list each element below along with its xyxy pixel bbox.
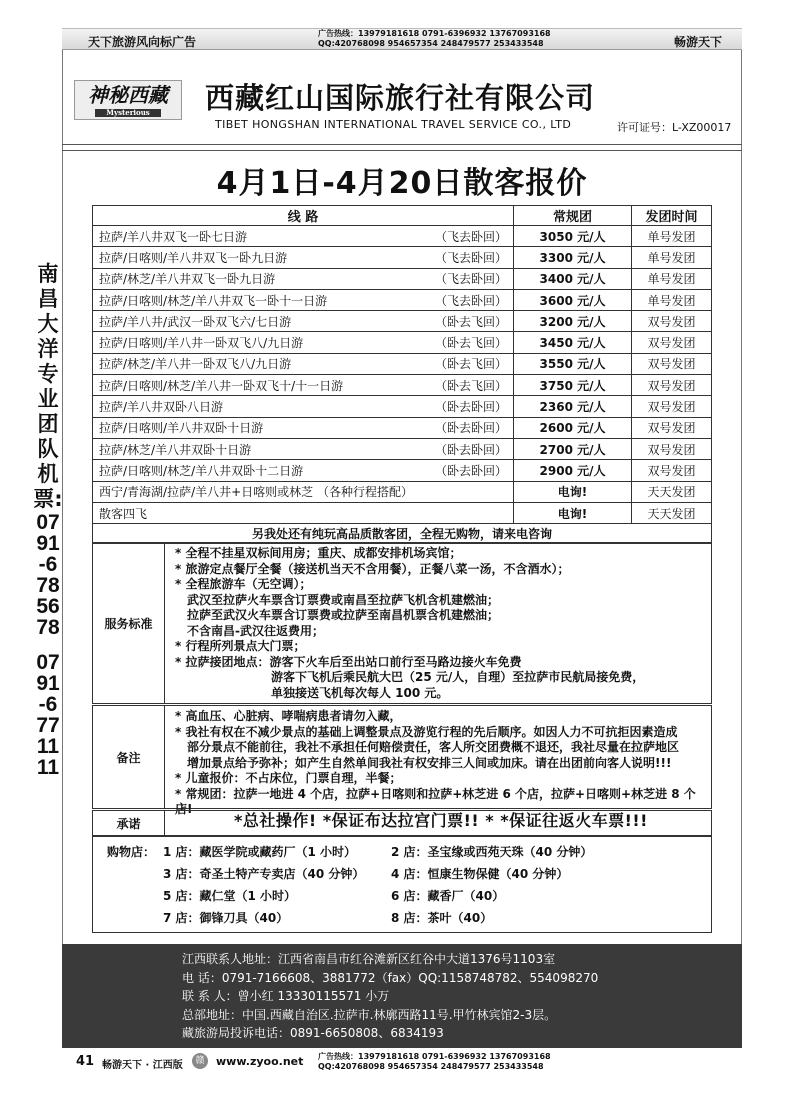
top-banner bbox=[62, 28, 742, 50]
remark-line: * 常规团：拉萨一地进 4 个店，拉萨+日喀则和拉萨+林芝进 6 个店，拉萨+日喀则+林芝进 8 个店! bbox=[175, 786, 696, 816]
bottom-hotline-line2: QQ:420768098 954657354 248479577 253433548 bbox=[318, 1062, 544, 1071]
promise-text: *总社操作! *保证布达拉宫门票!! * *保证往返火车票!!! bbox=[234, 811, 648, 830]
route-cell bbox=[93, 502, 514, 523]
price-cell: 3200 元/人 bbox=[514, 311, 632, 332]
service-line: 单独接送飞机每次每人 100 元。 bbox=[271, 685, 449, 700]
bottom-hotline bbox=[318, 1052, 551, 1072]
service-line: * 行程所列景点大门票； bbox=[175, 639, 306, 653]
table-row bbox=[93, 353, 712, 374]
shop-item: 5 店：藏仁堂（1 小时） bbox=[163, 889, 297, 903]
route-name: 拉萨/羊八井双飞一卧七日游 bbox=[99, 229, 248, 244]
company-header bbox=[72, 68, 740, 144]
table-row bbox=[93, 396, 712, 417]
shop-item: 8 店：茶叶（40） bbox=[391, 911, 493, 925]
price-cell: 3050 元/人 bbox=[514, 226, 632, 247]
route-mode: （飞去卧回） bbox=[434, 293, 507, 308]
table-header-row bbox=[93, 206, 712, 226]
route-name: 西宁/青海湖/拉萨/羊八井+日喀则或林芝 （各种行程搭配） bbox=[99, 485, 414, 500]
table-row bbox=[93, 502, 712, 523]
route-mode: （卧去飞回） bbox=[434, 336, 507, 351]
bottom-hotline-line1: 广告热线：13979181618 0791-6396932 13767093168 bbox=[318, 1052, 551, 1061]
route-name: 拉萨/日喀则/羊八井一卧双飞八/九日游 bbox=[99, 336, 304, 351]
magazine-brand: 畅游天下 · 江西版 bbox=[102, 1060, 183, 1071]
shops-label: 购物店： bbox=[107, 845, 156, 859]
divider bbox=[62, 144, 742, 145]
service-line: * 全程不挂星双标间用房；重庆、成都安排机场宾馆； bbox=[175, 546, 462, 560]
column-header: 常规团 bbox=[514, 206, 632, 226]
table-row bbox=[93, 417, 712, 438]
company-name: 西藏红山国际旅行社有限公司 bbox=[205, 81, 596, 115]
price-cell: 2900 元/人 bbox=[514, 460, 632, 481]
price-cell: 电询! bbox=[514, 502, 632, 523]
table-row bbox=[93, 375, 712, 396]
route-name: 散客四飞 bbox=[99, 506, 148, 521]
remark-line: 增加景点给予弥补；如产生自然单间我社有权安排三人间或加床。请在出团前向客人说明!!! bbox=[187, 755, 672, 770]
divider bbox=[62, 150, 742, 151]
route-cell bbox=[93, 247, 514, 268]
table-row bbox=[93, 460, 712, 481]
column-header: 发团时间 bbox=[632, 206, 712, 226]
depart-cell: 双号发团 bbox=[632, 460, 712, 481]
region-badge: 赣 bbox=[192, 1053, 208, 1069]
table-row bbox=[93, 226, 712, 247]
remark-line: 部分景点不能前往，我社不承担任何赔偿责任，客人所交团费概不退还，我社尽量在拉萨地区 bbox=[187, 740, 680, 754]
service-line: 不含南昌-武汉往返费用； bbox=[187, 623, 324, 638]
promise-section bbox=[92, 810, 712, 836]
company-name-en: TIBET HONGSHAN INTERNATIONAL TRAVEL SERVICE CO., LTD bbox=[215, 118, 572, 131]
contact-line: 联 系 人：曾小红 13330115571 小万 bbox=[182, 989, 390, 1003]
route-cell bbox=[93, 481, 514, 502]
service-line: 游客下飞机后乘民航大巴（25 元/人，自理）至拉萨市民航局接免费， bbox=[271, 670, 645, 684]
price-table bbox=[92, 205, 712, 544]
price-cell: 3450 元/人 bbox=[514, 332, 632, 353]
route-cell bbox=[93, 226, 514, 247]
table-row bbox=[93, 247, 712, 268]
route-cell bbox=[93, 353, 514, 374]
depart-cell: 天天发团 bbox=[632, 481, 712, 502]
top-banner-left: 天下旅游风向标广告 bbox=[88, 35, 197, 49]
top-hotline-line1: 广告热线：13979181618 0791-6396932 13767093168 bbox=[318, 29, 551, 38]
route-mode: （卧去卧回） bbox=[434, 463, 507, 478]
price-cell: 电询! bbox=[514, 481, 632, 502]
depart-cell: 双号发团 bbox=[632, 311, 712, 332]
promise-label: 承诺 bbox=[93, 811, 165, 835]
route-name: 拉萨/日喀则/羊八井双飞一卧九日游 bbox=[99, 250, 288, 265]
shop-item: 1 店：藏医学院或藏药厂（1 小时） bbox=[163, 845, 357, 859]
shop-item: 7 店：御锋刀具（40） bbox=[163, 911, 289, 925]
remarks-body bbox=[171, 706, 711, 821]
route-mode: （飞去卧回） bbox=[434, 250, 507, 265]
company-logo bbox=[74, 80, 182, 120]
route-mode: （卧去飞回） bbox=[434, 357, 507, 372]
route-mode: （卧去卧回） bbox=[434, 421, 507, 436]
service-section bbox=[92, 542, 712, 704]
table-note: 另我处还有纯玩高品质散客团，全程无购物，请来电咨询 bbox=[93, 524, 712, 544]
price-cell: 2600 元/人 bbox=[514, 417, 632, 438]
table-row bbox=[93, 438, 712, 459]
logo-subtext: Mysterious bbox=[95, 109, 161, 117]
top-hotline bbox=[318, 29, 551, 49]
shop-item: 2 店：圣宝缘或西苑天珠（40 分钟） bbox=[391, 845, 593, 859]
remarks-label: 备注 bbox=[93, 706, 165, 808]
depart-cell: 双号发团 bbox=[632, 332, 712, 353]
contact-line: 总部地址：中国.西藏自治区.拉萨市.林廓西路11号.甲竹林宾馆2-3层。 bbox=[182, 1007, 557, 1022]
top-hotline-line2: QQ:420768098 954657354 248479577 253433548 bbox=[318, 39, 544, 48]
route-mode: （飞去卧回） bbox=[434, 272, 507, 287]
table-row bbox=[93, 289, 712, 310]
side-phone-1: 0791-6785678 bbox=[36, 511, 60, 639]
route-name: 拉萨/羊八井双卧八日游 bbox=[99, 400, 224, 415]
service-line: * 旅游定点餐厅全餐（接送机当天不含用餐），正餐八菜一汤，不含酒水）； bbox=[175, 561, 570, 576]
contact-line: 电 话：0791-7166608、3881772（fax）QQ:1158748782、554098270 bbox=[182, 970, 599, 985]
table-row bbox=[93, 332, 712, 353]
top-banner-right: 畅游天下 bbox=[673, 35, 722, 49]
logo-text: 神秘西藏 bbox=[88, 83, 168, 107]
shop-item: 6 店：藏香厂（40） bbox=[391, 889, 505, 903]
page-title: 4月1日-4月20日散客报价 bbox=[216, 166, 588, 201]
depart-cell: 天天发团 bbox=[632, 502, 712, 523]
route-cell bbox=[93, 460, 514, 481]
page-footer bbox=[62, 1052, 742, 1074]
depart-cell: 双号发团 bbox=[632, 353, 712, 374]
price-cell: 3550 元/人 bbox=[514, 353, 632, 374]
price-cell: 3300 元/人 bbox=[514, 247, 632, 268]
remark-line: * 我社有权在不减少景点的基础上调整景点及游览行程的先后顺序。如因人力不可抗拒因素造成 bbox=[175, 724, 678, 739]
side-ad-text: 南昌大洋专业团队机票: bbox=[33, 262, 63, 511]
price-cell: 3750 元/人 bbox=[514, 375, 632, 396]
side-phone-2: 0791-6771111 bbox=[36, 651, 60, 779]
route-cell bbox=[93, 311, 514, 332]
column-header: 线 路 bbox=[93, 206, 514, 226]
price-cell: 2360 元/人 bbox=[514, 396, 632, 417]
route-mode: （卧去飞回） bbox=[434, 378, 507, 393]
route-cell bbox=[93, 438, 514, 459]
service-body bbox=[171, 543, 711, 704]
route-name: 拉萨/日喀则/林芝/羊八井双飞一卧十一日游 bbox=[99, 293, 328, 308]
website-link[interactable]: www.zyoo.net bbox=[216, 1055, 304, 1068]
route-cell bbox=[93, 289, 514, 310]
depart-cell: 双号发团 bbox=[632, 375, 712, 396]
table-row bbox=[93, 311, 712, 332]
contact-line: 江西联系人地址：江西省南昌市红谷滩新区红谷中大道1376号1103室 bbox=[182, 952, 556, 966]
service-label: 服务标准 bbox=[93, 543, 165, 703]
depart-cell: 单号发团 bbox=[632, 289, 712, 310]
route-mode: （卧去卧回） bbox=[434, 400, 507, 415]
depart-cell: 双号发团 bbox=[632, 396, 712, 417]
remarks-section bbox=[92, 705, 712, 816]
shops-section bbox=[92, 836, 712, 933]
route-name: 拉萨/林芝/羊八井一卧双飞八/九日游 bbox=[99, 357, 292, 372]
price-cell: 2700 元/人 bbox=[514, 438, 632, 459]
price-cell: 3600 元/人 bbox=[514, 289, 632, 310]
route-cell bbox=[93, 375, 514, 396]
service-line: 武汉至拉萨火车票含订票费或南昌至拉萨飞机含机建燃油； bbox=[187, 592, 500, 607]
side-vertical-ad bbox=[33, 262, 63, 778]
remark-line: * 高血压、心脏病、哮喘病患者请勿入藏， bbox=[175, 709, 402, 723]
route-name: 拉萨/林芝/羊八井双飞一卧九日游 bbox=[99, 272, 276, 287]
route-mode: （卧去卧回） bbox=[434, 442, 507, 457]
route-cell bbox=[93, 332, 514, 353]
page-number: 41 bbox=[76, 1054, 95, 1069]
service-line: * 拉萨接团地点：游客下火车后至出站口前行至马路边接火车免费 bbox=[175, 654, 522, 669]
license-number: 许可证号：L-XZ00017 bbox=[617, 121, 732, 134]
route-name: 拉萨/林芝/羊八井双卧十日游 bbox=[99, 442, 252, 457]
route-cell bbox=[93, 417, 514, 438]
depart-cell: 单号发团 bbox=[632, 268, 712, 289]
depart-cell: 双号发团 bbox=[632, 438, 712, 459]
route-mode: （飞去卧回） bbox=[434, 229, 507, 244]
table-row bbox=[93, 268, 712, 289]
route-name: 拉萨/日喀则/林芝/羊八井一卧双飞十/十一日游 bbox=[99, 378, 344, 393]
service-line: 拉萨至武汉火车票含订票费或拉萨至南昌机票含机建燃油； bbox=[187, 608, 500, 622]
route-name: 拉萨/日喀则/羊八井双卧十日游 bbox=[99, 421, 264, 436]
shop-item: 4 店：恒康生物保健（40 分钟） bbox=[391, 867, 569, 881]
contact-line: 藏旅游局投诉电话：0891-6650808、6834193 bbox=[182, 1026, 444, 1040]
depart-cell: 单号发团 bbox=[632, 247, 712, 268]
route-name: 拉萨/羊八井/武汉一卧双飞六/七日游 bbox=[99, 314, 292, 329]
route-name: 拉萨/日喀则/林芝/羊八井双卧十二日游 bbox=[99, 463, 304, 478]
table-row bbox=[93, 481, 712, 502]
route-mode: （卧去飞回） bbox=[434, 314, 507, 329]
depart-cell: 单号发团 bbox=[632, 226, 712, 247]
route-cell bbox=[93, 268, 514, 289]
shop-item: 3 店：奇圣土特产专卖店（40 分钟） bbox=[163, 867, 365, 881]
remark-line: * 儿童报价：不占床位，门票自理，半餐； bbox=[175, 771, 402, 785]
depart-cell: 双号发团 bbox=[632, 417, 712, 438]
service-line: * 全程旅游车（无空调）； bbox=[175, 577, 312, 591]
route-cell bbox=[93, 396, 514, 417]
table-note-row bbox=[93, 524, 712, 544]
price-cell: 3400 元/人 bbox=[514, 268, 632, 289]
contact-footer bbox=[62, 944, 742, 1048]
